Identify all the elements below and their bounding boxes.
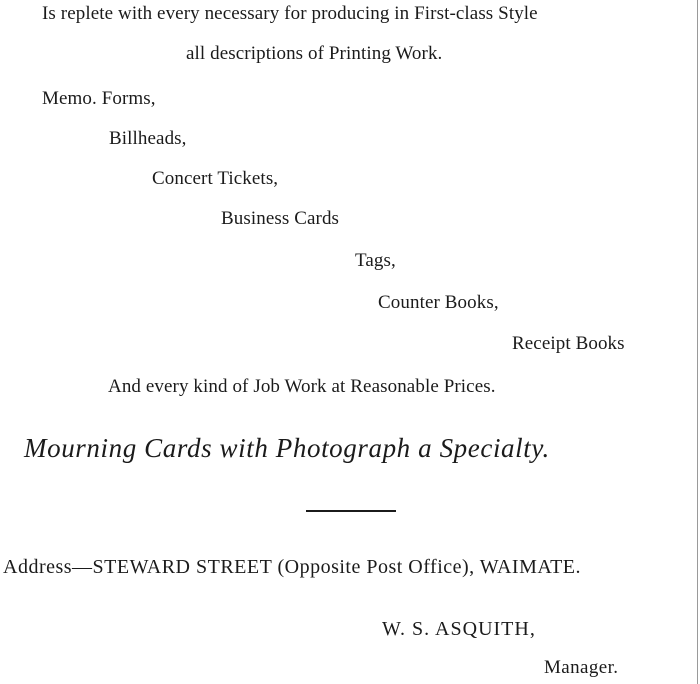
proprietor-title: Manager. [544,657,619,678]
printing-item-tags: Tags, [355,250,396,271]
printing-item-billheads: Billheads, [109,128,187,149]
closing-line: And every kind of Job Work at Reasonable Prices. [108,376,496,397]
printing-item-concert-tickets: Concert Tickets, [152,168,279,189]
printing-item-receipt-books: Receipt Books [512,333,625,354]
divider-rule [306,510,396,512]
printing-item-memo-forms: Memo. Forms, [42,88,156,109]
intro-line-1: Is replete with every necessary for producing in First-class Style [42,3,538,24]
page-edge-line [697,0,698,684]
proprietor-name: W. S. ASQUITH, [382,618,536,640]
intro-line-2: all descriptions of Printing Work. [186,43,443,64]
address-line: Address—STEWARD STREET (Opposite Post Office), WAIMATE. [3,556,582,578]
printing-item-counter-books: Counter Books, [378,292,499,313]
printing-item-business-cards: Business Cards [221,208,340,229]
specialty-line: Mourning Cards with Photograph a Specialty. [24,433,550,463]
